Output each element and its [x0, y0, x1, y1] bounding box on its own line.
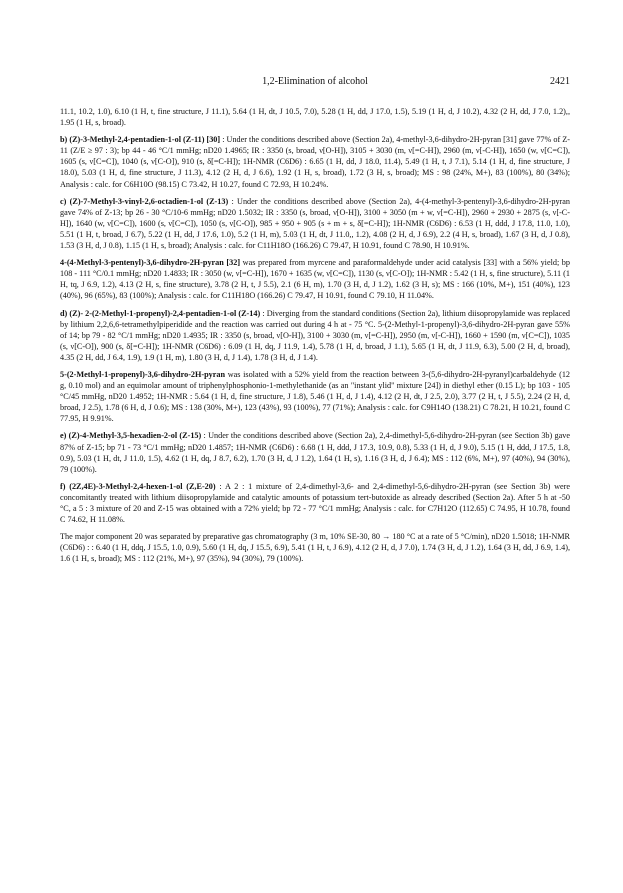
paragraph-d: d) (Z)- 2-(2-Methyl-1-propenyl)-2,4-pentadien-1-ol (Z-14) : Diverging from the standard conditions (Section 2a), lithium diisopropylamide was replaced by lithium 2,2,6,6-tetramethylpiperidide and the reaction was carried out during 4 h at - 75 °C. 5-(2-Methyl-1-propenyl)-3,6-dihydro-2H-pyran gave 55% of 14; bp 79 - 82 °C/1 mmHg; nD20 1.4935; IR : 3350 (s, broad, ν[O-H]), 3100 + 3030 (m, ν[=C-H]), 2950 (m, ν[-C-H]), 1660 + 1590 (m, ν[C=C]), 1035 (s, ν[C-O]), 900 (s, δ[=C-H]); 1H-NMR (C6D6) : 6.09 (1 H, dq, J 11.9, 1.4), 5.78 (1 H, d, broad, J 1.1), 5.65 (1 H, dt, J 11.9, 6.3), 5.00 (2 H, d, broad), 4.35 (2 H, dd, J 6.4, 1.9), 1.9 (1 H, m), 1.80 (3 H, d, J 1.4), 1.78 (3 H, d, J 1.4). [60, 308, 570, 362]
paragraph-e: e) (Z)-4-Methyl-3,5-hexadien-2-ol (Z-15) : Under the conditions described above (Section 2a), 2,4-dimethyl-5,6-dihydro-2H-pyran (see Section 3b) gave 87% of Z-15; bp 71 - 73 °C/1 mmHg; nD20 1.4857; 1H-NMR (C6D6) : 6.68 (1 H, ddd, J 17.3, 10.9, 0.8), 5.33 (1 H, d, J 9.0), 5.15 (1 H, ddd, J 17.5, 1.8, 0.9), 5.03 (1 H, dt, J 11.0, 1.5), 4.62 (1 H, dq, J 8.7, 6.2), 1.70 (3 H, d, J 1.2), 1.64 (1 H, s), 1.16 (3 H, d, J 6.4); MS : 112 (6%, M+), 97 (40%), 94 (30%), 79 (100%). [60, 431, 570, 474]
compound-heading: 4-(4-Methyl-3-pentenyl)-3,6-dihydro-2H-pyran [32] [60, 258, 241, 268]
paragraph-f: f) (2Z,4E)-3-Methyl-2,4-hexen-1-ol (Z,E-20) : A 2 : 1 mixture of 2,4-dimethyl-3,6- and 2,4-dimethyl-5,6-dihydro-2H-pyran (see Section 3b) were concomitantly treated with lithium diisopropylamide and catalytic amounts of potassium tert-butoxide as already described (Section 2a). After 5 h at -50 °C, a 5 : 3 mixture of 20 and Z-15 was obtained with a 72% yield; bp 72 - 77 °C/1 mmHg; Analysis : calc. for C7H12O (112.65) C 74.95, H 10.78, found C 74.62, H 11.08%. [60, 481, 571, 525]
paragraph-propenyl-pyran: 5-(2-Methyl-1-propenyl)-3,6-dihydro-2H-pyran was isolated with a 52% yield from the reaction between 3-(5,6-dihydro-2H-pyranyl)carbaldehyde (12 g, 0.10 mol) and an equimolar amount of triphenylphosphonio-1-methylethanide (as an "instant ylid" mixture [24]) in diethyl ether (0.15 L); bp 103 - 105 °C/45 mmHg, nD20 1.4952; 1H-NMR : 5.64 (1 H, d, fine structure, J 1.8), 5.46 (1 H, d, J 1.4), 4.12 (2 H, dt, J 2.5, 2.0), 3.77 (2 H, t, J 5.5), 2.24 (2 H, d, broad, J 2.5), 1.78 (6 H, d, J 0.6); MS : 138 (30%, M+), 123 (43%), 93 (100%), 77 (71%); Analysis : calc. for C9H14O (138.21) C 78.21, H 10.21, found C 77.95, H 9.91%. [60, 369, 571, 424]
compound-heading: e) (Z)-4-Methyl-3,5-hexadien-2-ol (Z-15) [60, 431, 202, 441]
compound-heading: b) (Z)-3-Methyl-2,4-pentadien-1-ol (Z-11) [30] [60, 135, 221, 145]
compound-heading: f) (2Z,4E)-3-Methyl-2,4-hexen-1-ol (Z,E-20) [60, 481, 216, 491]
page-header [60, 76, 570, 90]
paragraph-major-component: The major component 20 was separated by preparative gas chromatography (3 m, 10% SE-30, 80 → 180 °C at a rate of 5 °C/min), nD20 1.5018; 1H-NMR (C6D6) : : 6.40 (1 H, ddq, J 15.5, 1.0, 0.9), 5.60 (1 H, dq, J 15.5, 6.9), 5.41 (1 H, t, J 6.9), 4.12 (2 H, d, J 7.0), 1.74 (3 H, d, J 1.2), 1.64 (3 H, dd, J 6.9, 1.4), 1.6 (1 H, s, broad); MS : 112 (21%, M+), 97 (35%), 94 (30%), 79 (100%). [60, 532, 570, 564]
compound-heading: d) (Z)- 2-(2-Methyl-1-propenyl)-2,4-pentadien-1-ol (Z-14) [60, 308, 261, 318]
paragraph-c: c) (Z)-7-Methyl-3-vinyl-2,6-octadien-1-ol (Z-13) : Under the conditions described above (Section 2a), 4-(4-methyl-3-pentenyl)-3,6-dihydro-2H-pyran gave 74% of Z-13; bp 26 - 30 °C/10-6 mmHg; nD20 1.5032; IR : 3350 (s, broad, ν[O-H]), 3100 + 3050 (m + w, ν[=C-H]), 2960 + 2930 + 2875 (s, ν[-C-H]), 1640 (w, ν[C=C]), 1600 (s, ν[C=C]), 1050 (s, ν[C-O]), 985 + 950 + 905 (s + m + s, δ[=C-H]); 1H-NMR (C6D6) : 6.53 (1 H, ddd, J 17.8, 11.0, 1.0), 5.51 (1 H, t, broad, J 6.7), 5.22 (1 H, dd, J 17.6, 1.0), 5.2 (1 H, m), 5.03 (1 H, dt, J 11.0,, 1.2), 4.08 (2 H, d, J 6.9), 2.2 (4 H, s, broad), 1.67 (3 H, d, J 0.8), 1.53 (3 H, d, J 0.8), 1.15 (1 H, s, broad); Analysis : calc. for C11H18O (166.26) C 79.47, H 10.91, found C 78.90, H 10.91%. [60, 196, 571, 251]
paragraph-continuation: 11.1, 10.2, 1.0), 6.10 (1 H, t, fine structure, J 11.1), 5.64 (1 H, dt, J 10.5, 7.0), 5.28 (1 H, dd, J 17.0, 1.5), 5.19 (1 H, d, J 10.2), 4.32 (2 H, dd, J 7.0, 1.2),, 1.95 (1 H, s, broad). [60, 107, 570, 128]
compound-heading: 5-(2-Methyl-1-propenyl)-3,6-dihydro-2H-pyran [60, 369, 226, 379]
page-number: 2421 [550, 76, 570, 87]
compound-heading: c) (Z)-7-Methyl-3-vinyl-2,6-octadien-1-ol (Z-13) [60, 196, 229, 206]
running-title: 1,2-Elimination of alcohol [262, 76, 368, 87]
journal-page [60, 76, 570, 570]
paragraph-b: b) (Z)-3-Methyl-2,4-pentadien-1-ol (Z-11) [30] : Under the conditions described above (Section 2a), 4-methyl-3,6-dihydro-2H-pyran [31] gave 77% of Z-11 (Z/E ≥ 97 : 3); bp 44 - 46 °C/1 mmHg; nD20 1.4965; IR : 3350 (s, broad, ν[O-H]), 3105 + 3030 (m, ν[=C-H]), 2960 (m, ν[-C-H]), 1650 (w, ν[C=C]), 1605 (s, ν[C=C]), 1040 (s, ν[C-O]), 910 (s, δ[=C-H]); 1H-NMR (C6D6) : 6.65 (1 H, dd, J 18.0, 11.4), 5.49 (1 H, t, J 7.1), 5.14 (1 H, d, fine structure, J 18.0), 5.03 (1 H, d, fine structure, J 11.3), 4.12 (2 H, d, J 6.6), 1.92 (1 H, s, broad), 1.72 (3 H, s, broad); MS : 98 (24%, M+), 83 (100%), 80 (34%); Analysis : calc. for C6H10O (98.15) C 73.42, H 10.27, found C 72.93, H 10.24%. [60, 135, 571, 189]
paragraph-pyran-prep: 4-(4-Methyl-3-pentenyl)-3,6-dihydro-2H-pyran [32] was prepared from myrcene and paraformaldehyde under acid catalysis [33] with a 56% yield; bp 108 - 111 °C/0.1 mmHg; nD20 1.4833; IR : 3050 (w, ν[=C-H]), 1670 + 1635 (w, ν[C=C]), 1130 (s, ν[C-O]); 1H-NMR : 5.42 (1 H, s, fine structure), 5.11 (1 H, tq, J 6.9, 1.2), 4.13 (2 H, s, fine structure), 3.78 (2 H, t, J 5.5), 2.1 (6 H, m), 1.70 (3 H, d, J 1.2), 1.62 (3 H, s); MS : 166 (10%, M+), 151 (40%), 123 (40%), 96 (65%), 83 (100%); Analysis : calc. for C11H18O (166.26) C 79.47, H 10.91, found C 79.10, H 11.04%. [60, 258, 570, 301]
